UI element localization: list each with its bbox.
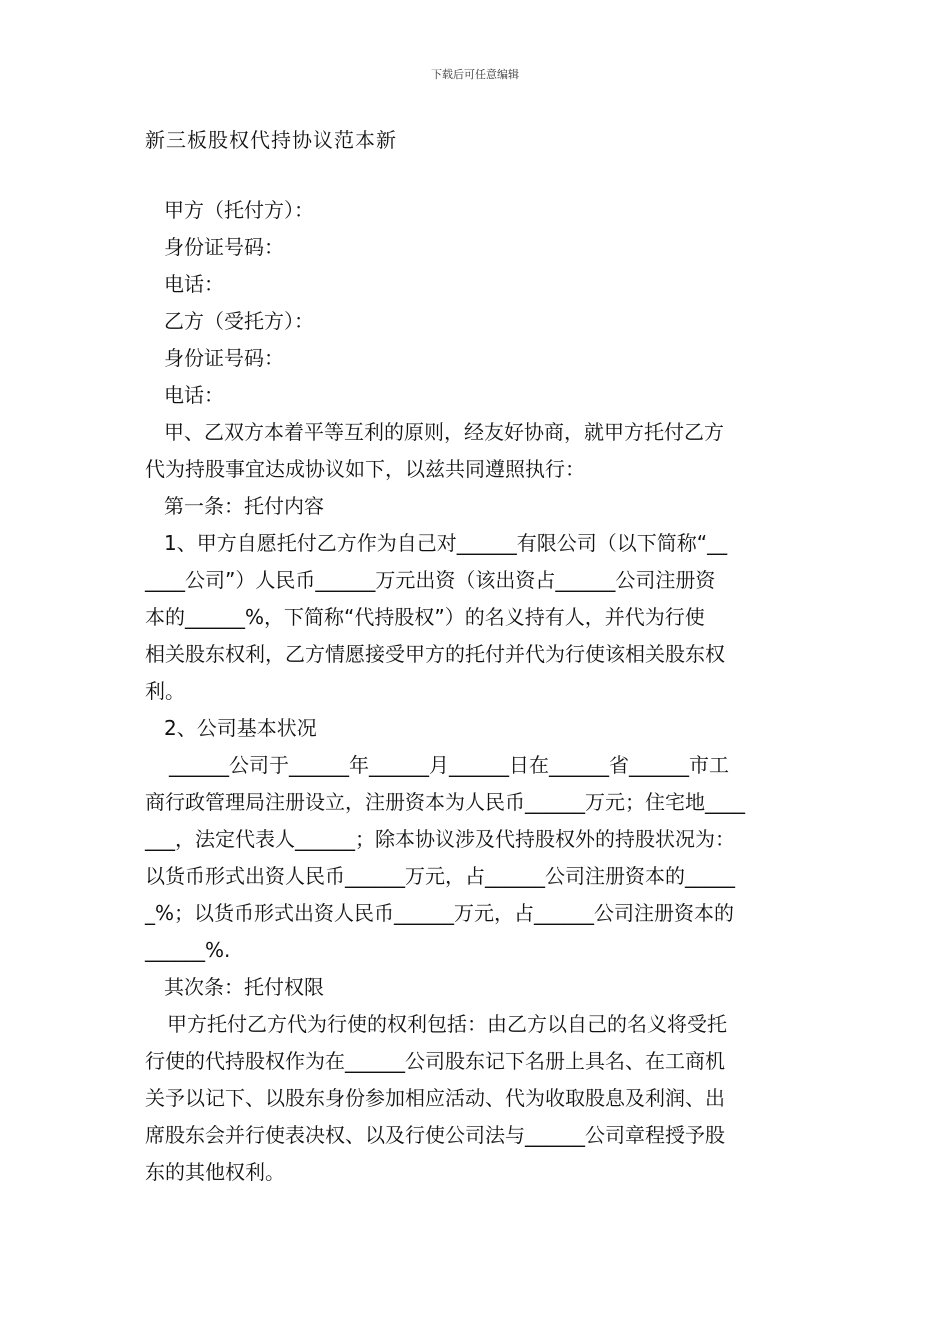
- preamble-line: 代为持股事宜达成协议如下，以兹共同遵照执行：: [145, 457, 585, 481]
- article-2-heading: 其次条：托付权限: [164, 975, 324, 999]
- article-2-line: 关予以记下、以股东身份参加相应活动、代为收取股息及利润、出: [145, 1086, 725, 1110]
- document-title: 新三板股权代持协议范本新: [145, 128, 397, 152]
- party-b-id-label: 身份证号码：: [164, 346, 284, 370]
- article-2-line: 甲方托付乙方代为行使的权利包括：由乙方以自己的名义将受托: [167, 1012, 727, 1036]
- article-1-item-2-line: _%；以货币形式出资人民币______万元，占______公司注册资本的: [145, 901, 735, 925]
- article-1-item-1-line: 本的______%，下简称“代持股权”）的名义持有人，并代为行使: [145, 605, 705, 629]
- document-body: [145, 192, 807, 1191]
- article-2-line: 席股东会并行使表决权、以及行使公司法与______公司章程授予股: [145, 1123, 725, 1147]
- article-1-item-2-line: ___，法定代表人______；除本协议涉及代持股权外的持股状况为：: [145, 827, 735, 851]
- party-a-phone-label: 电话：: [164, 272, 224, 296]
- article-2-line: 行使的代持股权作为在______公司股东记下名册上具名、在工商机: [145, 1049, 725, 1073]
- article-1-item-2-line: ______%.: [145, 938, 231, 962]
- article-1-item-1-line: ____公司”）人民币______万元出资（该出资占______公司注册资: [145, 568, 716, 592]
- party-b-label: 乙方（受托方）：: [164, 309, 314, 333]
- page-header: 下载后可任意编辑: [431, 68, 519, 81]
- article-1-item-2-line: ______公司于______年______月______日在______省______市工: [169, 753, 729, 777]
- party-a-id-label: 身份证号码：: [164, 235, 284, 259]
- party-b-phone-label: 电话：: [164, 383, 224, 407]
- preamble-line: 甲、乙双方本着平等互利的原则，经友好协商，就甲方托付乙方: [164, 420, 724, 444]
- article-1-item-2-heading: 2、公司基本状况: [164, 716, 317, 740]
- article-1-item-2-line: 以货币形式出资人民币______万元，占______公司注册资本的_____: [145, 864, 735, 888]
- article-1-item-1-line: 利。: [145, 679, 185, 703]
- article-2-line: 东的其他权利。: [145, 1160, 285, 1184]
- article-1-item-2-line: 商行政管理局注册设立，注册资本为人民币______万元；住宅地____: [145, 790, 745, 814]
- article-1-item-1-heading: 1、甲方自愿托付乙方作为自己对______有限公司（以下简称“__: [164, 531, 728, 555]
- article-1-item-1-line: 相关股东权利，乙方情愿接受甲方的托付并代为行使该相关股东权: [145, 642, 725, 666]
- article-1-heading: 第一条：托付内容: [164, 494, 324, 518]
- party-a-label: 甲方（托付方）：: [164, 198, 314, 222]
